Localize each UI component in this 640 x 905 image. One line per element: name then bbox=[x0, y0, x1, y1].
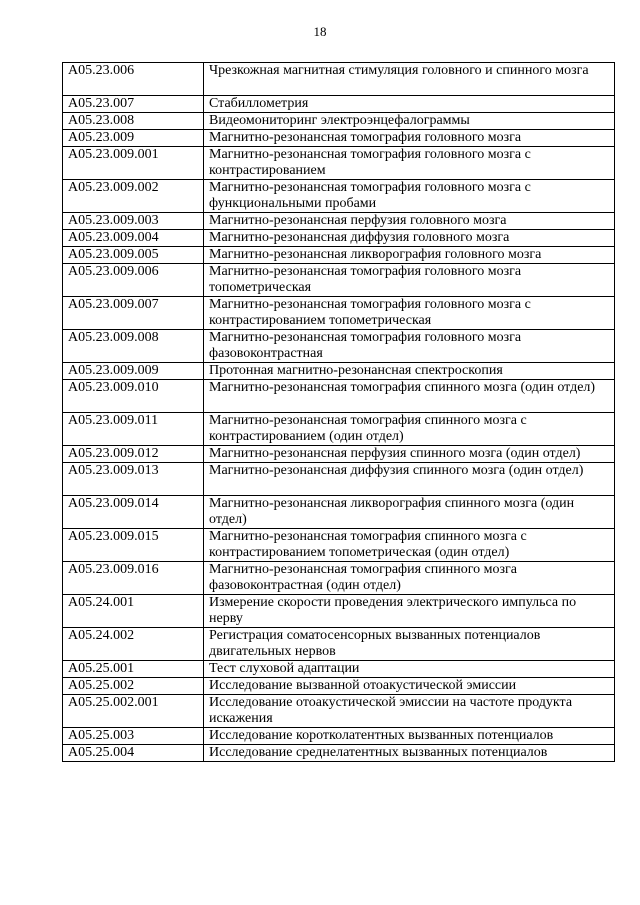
procedure-description-cell: Магнитно-резонансная томография головного мозга с контрастированием топометрическая bbox=[204, 297, 615, 330]
procedure-description-cell: Магнитно-резонансная томография головного мозга с контрастированием bbox=[204, 147, 615, 180]
procedure-description-cell: Магнитно-резонансная томография головного мозга с функциональными пробами bbox=[204, 180, 615, 213]
procedure-description-cell: Исследование отоакустической эмиссии на частоте продукта искажения bbox=[204, 695, 615, 728]
procedure-code-cell: A05.25.003 bbox=[63, 728, 204, 745]
procedure-description-cell: Магнитно-резонансная перфузия головного мозга bbox=[204, 213, 615, 230]
procedure-code-cell: A05.23.009.005 bbox=[63, 247, 204, 264]
procedure-description-cell: Магнитно-резонансная перфузия спинного мозга (один отдел) bbox=[204, 446, 615, 463]
procedure-code-cell: A05.23.009.004 bbox=[63, 230, 204, 247]
procedure-code-cell: A05.23.009.003 bbox=[63, 213, 204, 230]
table-row bbox=[63, 446, 615, 463]
procedure-description-cell: Магнитно-резонансная томография спинного мозга с контрастированием топометрическая (один отдел) bbox=[204, 529, 615, 562]
table-row bbox=[63, 661, 615, 678]
procedure-description-cell: Магнитно-резонансная томография головного мозга фазовоконтрастная bbox=[204, 330, 615, 363]
procedure-code-cell: A05.23.009.012 bbox=[63, 446, 204, 463]
procedure-description-cell: Регистрация соматосенсорных вызванных потенциалов двигательных нервов bbox=[204, 628, 615, 661]
table-row bbox=[63, 297, 615, 330]
procedure-code-cell: A05.23.006 bbox=[63, 63, 204, 96]
page-number: 18 bbox=[313, 24, 327, 39]
procedure-description-cell: Чрезкожная магнитная стимуляция головного и спинного мозга bbox=[204, 63, 615, 96]
table-row bbox=[63, 264, 615, 297]
table-row bbox=[63, 230, 615, 247]
table-row bbox=[63, 96, 615, 113]
table-row bbox=[63, 728, 615, 745]
table-row bbox=[63, 113, 615, 130]
table-row bbox=[63, 147, 615, 180]
table-row bbox=[63, 496, 615, 529]
table-row bbox=[63, 695, 615, 728]
table-row bbox=[63, 213, 615, 230]
procedure-code-cell: A05.23.009.006 bbox=[63, 264, 204, 297]
procedure-code-cell: A05.23.009.007 bbox=[63, 297, 204, 330]
procedure-code-cell: A05.24.002 bbox=[63, 628, 204, 661]
procedure-description-cell: Магнитно-резонансная томография головного мозга bbox=[204, 130, 615, 147]
procedure-description-cell: Магнитно-резонансная диффузия спинного мозга (один отдел) bbox=[204, 463, 615, 496]
table-row bbox=[63, 529, 615, 562]
table-row bbox=[63, 628, 615, 661]
procedure-code-cell: A05.23.009.010 bbox=[63, 380, 204, 413]
procedure-description-cell: Магнитно-резонансная томография спинного мозга фазовоконтрастная (один отдел) bbox=[204, 562, 615, 595]
table-row bbox=[63, 745, 615, 762]
procedure-code-cell: A05.23.009.001 bbox=[63, 147, 204, 180]
procedure-code-cell: A05.25.004 bbox=[63, 745, 204, 762]
procedure-code-cell: A05.23.009.015 bbox=[63, 529, 204, 562]
procedure-description-cell: Исследование среднелатентных вызванных потенциалов bbox=[204, 745, 615, 762]
procedure-description-cell: Магнитно-резонансная томография спинного мозга с контрастированием (один отдел) bbox=[204, 413, 615, 446]
procedure-code-cell: A05.23.009.011 bbox=[63, 413, 204, 446]
procedure-code-cell: A05.23.009.014 bbox=[63, 496, 204, 529]
table-row bbox=[63, 180, 615, 213]
procedure-code-cell: A05.23.009.013 bbox=[63, 463, 204, 496]
table-row bbox=[63, 562, 615, 595]
table-row bbox=[63, 247, 615, 264]
table-row bbox=[63, 678, 615, 695]
procedure-description-cell: Магнитно-резонансная ликворография головного мозга bbox=[204, 247, 615, 264]
procedure-code-cell: A05.23.008 bbox=[63, 113, 204, 130]
table-body bbox=[63, 63, 615, 762]
procedure-description-cell: Протонная магнитно-резонансная спектроскопия bbox=[204, 363, 615, 380]
procedure-description-cell: Магнитно-резонансная диффузия головного мозга bbox=[204, 230, 615, 247]
table-row bbox=[63, 413, 615, 446]
table-row bbox=[63, 363, 615, 380]
procedure-description-cell: Видеомониторинг электроэнцефалограммы bbox=[204, 113, 615, 130]
procedure-code-cell: A05.23.009.009 bbox=[63, 363, 204, 380]
procedure-description-cell: Магнитно-резонансная ликворография спинного мозга (один отдел) bbox=[204, 496, 615, 529]
table-row bbox=[63, 463, 615, 496]
table-row bbox=[63, 330, 615, 363]
procedure-description-cell: Магнитно-резонансная томография головного мозга топометрическая bbox=[204, 264, 615, 297]
procedure-code-cell: A05.23.007 bbox=[63, 96, 204, 113]
procedure-code-cell: A05.25.002.001 bbox=[63, 695, 204, 728]
procedure-code-cell: A05.24.001 bbox=[63, 595, 204, 628]
procedure-description-cell: Исследование вызванной отоакустической эмиссии bbox=[204, 678, 615, 695]
procedure-description-cell: Тест слуховой адаптации bbox=[204, 661, 615, 678]
procedure-code-cell: A05.23.009.002 bbox=[63, 180, 204, 213]
table-row bbox=[63, 380, 615, 413]
procedure-codes-table bbox=[62, 62, 615, 762]
procedure-description-cell: Магнитно-резонансная томография спинного мозга (один отдел) bbox=[204, 380, 615, 413]
procedure-code-cell: A05.23.009.008 bbox=[63, 330, 204, 363]
procedure-code-cell: A05.25.002 bbox=[63, 678, 204, 695]
procedure-description-cell: Исследование коротколатентных вызванных потенциалов bbox=[204, 728, 615, 745]
procedure-code-cell: A05.25.001 bbox=[63, 661, 204, 678]
table-row bbox=[63, 130, 615, 147]
procedure-description-cell: Стабиллометрия bbox=[204, 96, 615, 113]
procedure-code-cell: A05.23.009.016 bbox=[63, 562, 204, 595]
table-row bbox=[63, 595, 615, 628]
table-row bbox=[63, 63, 615, 96]
procedure-code-cell: A05.23.009 bbox=[63, 130, 204, 147]
procedure-description-cell: Измерение скорости проведения электрического импульса по нерву bbox=[204, 595, 615, 628]
